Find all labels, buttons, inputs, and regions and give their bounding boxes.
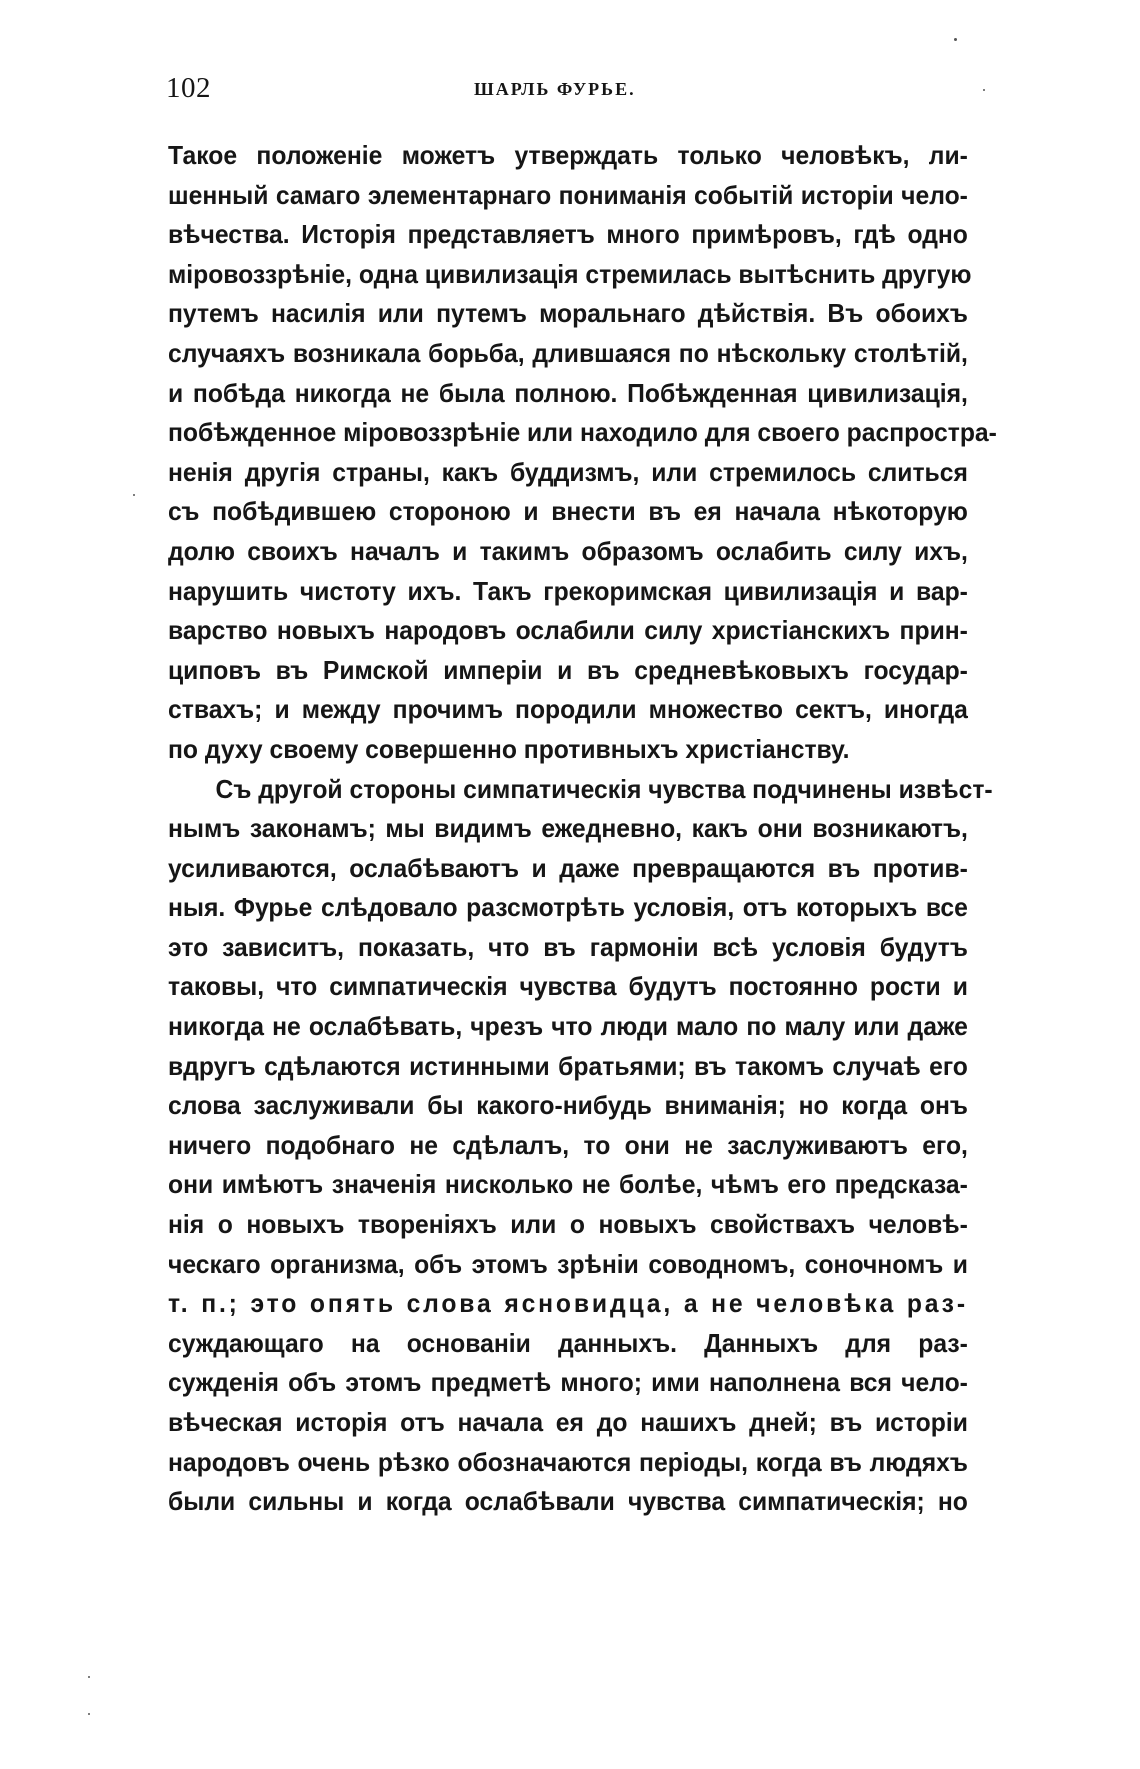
text-line: ческаго организма, объ этомъ зрѣніи соводномъ, соночномъ и (168, 1248, 968, 1279)
text-line: никогда не ослабѣвать, чрезъ что люди мало по малу или даже (168, 1011, 968, 1042)
text-line: шенный самаго элементарнаго пониманія событій исторіи чело- (168, 179, 968, 210)
text-line: это зависитъ, показать, что въ гармоніи всѣ условія будутъ (168, 931, 968, 962)
text-line: нымъ законамъ; мы видимъ ежедневно, какъ они возникаютъ, (168, 813, 968, 844)
text-line: побѣжденное міровоззрѣніе или находило для своего распростра- (168, 417, 997, 448)
text-line: Такое положеніе можетъ утверждать только человѣкъ, ли- (168, 140, 968, 170)
text-line: были сильны и когда ослабѣвали чувства симпатическія; но (168, 1486, 968, 1517)
text-line: суждающаго на основаніи данныхъ. Данныхъ для раз- (168, 1327, 968, 1358)
text-line: т. п.; это опять слова ясновидца, а не человѣка раз- (168, 1288, 968, 1319)
text-line: народовъ очень рѣзко обозначаются періоды, когда въ людяхъ (168, 1446, 968, 1477)
text-line: слова заслуживали бы какого-нибудь вниманія; но когда онъ (168, 1090, 968, 1121)
scan-speck (88, 1676, 90, 1678)
text-line: таковы, что симпатическія чувства будутъ постоянно рости и (168, 971, 968, 1002)
paragraph-1 (168, 136, 997, 770)
body-text (168, 136, 997, 1522)
text-line: Съ другой стороны симпатическія чувства подчинены извѣст- (215, 773, 993, 804)
scan-speck (133, 494, 135, 496)
text-line: путемъ насилія или путемъ моральнаго дѣйствія. Въ обоихъ (168, 298, 968, 329)
text-line: варство новыхъ народовъ ослабили силу христіанскихъ прин- (168, 615, 968, 646)
text-line: сужденія объ этомъ предметѣ много; ими наполнена вся чело- (168, 1367, 968, 1398)
paragraph-2 (168, 770, 993, 1522)
text-line: ствахъ; и между прочимъ породили множество сектъ, иногда (168, 694, 968, 725)
text-line: циповъ въ Римской имперіи и въ средневѣковыхъ государ- (168, 654, 968, 685)
text-line: ненія другія страны, какъ буддизмъ, или стремилось слиться (168, 456, 968, 487)
text-line: и побѣда никогда не была полною. Побѣжденная цивилизація, (168, 377, 968, 408)
text-line: міровоззрѣніе, одна цивилизація стремилась вытѣснить другую (168, 258, 972, 289)
scan-speck (88, 1713, 90, 1715)
running-head: ШАРЛЬ ФУРЬЕ. (474, 79, 636, 99)
text-line: нарушить чистоту ихъ. Такъ грекоримская цивилизація и вар- (168, 575, 968, 606)
text-line: они имѣютъ значенія нисколько не болѣе, чѣмъ его предсказа- (168, 1169, 968, 1200)
scan-speck (954, 38, 957, 41)
text-line: вѣческая исторія отъ начала ея до нашихъ дней; въ исторіи (168, 1407, 968, 1437)
text-line: нія о новыхъ твореніяхъ или о новыхъ свойствахъ человѣ- (168, 1209, 968, 1240)
text-line: вдругъ сдѣлаются истинными братьями; въ такомъ случаѣ его (168, 1050, 968, 1081)
text-line: ныя. Фурье слѣдовало разсмотрѣть условія, отъ которыхъ все (168, 892, 968, 923)
scan-speck (983, 89, 985, 91)
text-line: случаяхъ возникала борьба, длившаяся по нѣскольку столѣтій, (168, 337, 968, 368)
text-line: долю своихъ началъ и такимъ образомъ ослабить силу ихъ, (168, 535, 968, 566)
text-line: по духу своему совершенно противныхъ христіанству. (168, 733, 850, 764)
text-line: ничего подобнаго не сдѣлалъ, то они не заслуживаютъ его, (168, 1129, 968, 1160)
text-line: усиливаются, ослабѣваютъ и даже превращаются въ против- (168, 852, 968, 883)
text-line: съ побѣдившею стороною и внести въ ея начала нѣкоторую (168, 496, 968, 527)
text-line: вѣчества. Исторія представляетъ много примѣровъ, гдѣ одно (168, 219, 968, 250)
page-number: 102 (166, 72, 211, 104)
